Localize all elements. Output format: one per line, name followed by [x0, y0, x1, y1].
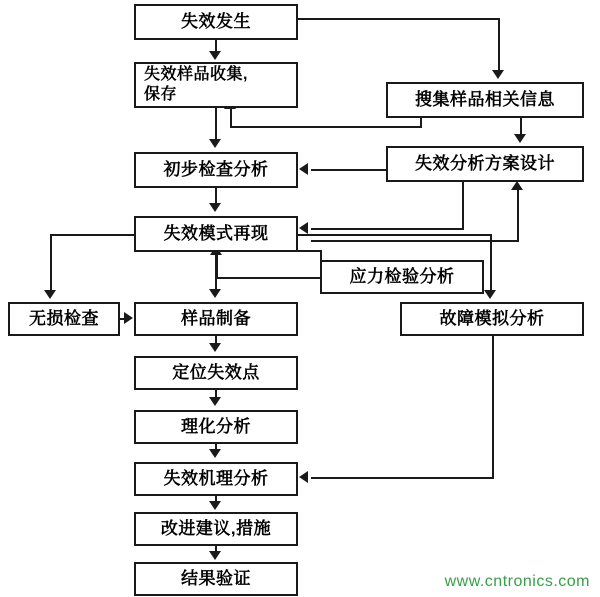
node-stress-test-analysis[interactable]: 应力检验分析: [320, 260, 484, 294]
edge-n6-n5-h: [311, 240, 519, 242]
node-fault-simulation-analysis[interactable]: 故障模拟分析: [400, 302, 584, 336]
arrow-n13-n14: [209, 501, 221, 510]
arrow-n4-n6: [209, 203, 221, 212]
edge-n10-n13-v: [492, 336, 494, 479]
arrow-n10-n13: [299, 471, 308, 483]
edge-n5-n4: [311, 169, 387, 171]
node-locate-failure-point[interactable]: 定位失效点: [134, 356, 298, 390]
node-failure-mode-reproduction[interactable]: 失效模式再现: [134, 216, 298, 252]
arrow-n6-n8: [44, 290, 56, 299]
node-sample-collection-line2: 保存: [144, 86, 178, 103]
node-failure-occurrence[interactable]: 失效发生: [134, 4, 298, 40]
watermark: www.cntronics.com: [444, 573, 590, 590]
arrow-n6-n9: [209, 289, 221, 298]
arrow-n5-n6: [299, 222, 308, 234]
edge-n3-n2-v2: [230, 108, 232, 127]
edge-n5-n6-v: [462, 182, 464, 230]
node-collect-sample-info[interactable]: 搜集样品相关信息: [386, 82, 584, 118]
edge-n6-n8-v: [50, 234, 52, 291]
edge-n1-n3-v: [498, 18, 500, 71]
edge-n6-n8-h: [50, 234, 136, 236]
arrow-n14-n15: [209, 551, 221, 560]
edge-n6-n7-v: [320, 250, 322, 260]
edge-n1-n3-h: [297, 18, 500, 20]
arrow-n8-n9: [124, 312, 133, 324]
arrow-n6-n5: [511, 181, 523, 190]
node-sample-collection-line1: 失效样品收集,: [144, 66, 248, 83]
arrow-n1-n3: [492, 70, 504, 79]
node-preliminary-inspection[interactable]: 初步检查分析: [134, 152, 298, 188]
node-sample-collection[interactable]: [134, 62, 298, 108]
edge-n10-n13-h: [311, 477, 493, 479]
arrow-n6-n10: [484, 290, 496, 299]
edge-n3-n2-h: [230, 126, 421, 128]
edge-n7-n6-h: [216, 277, 322, 279]
edge-n6-n9: [215, 252, 217, 290]
edge-n6-n7-h: [298, 250, 322, 252]
node-failure-mechanism-analysis[interactable]: 失效机理分析: [134, 462, 298, 496]
node-analysis-plan-design[interactable]: 失效分析方案设计: [386, 146, 584, 182]
edge-n6-n10-v: [490, 234, 492, 291]
edge-n6-n5-v: [517, 190, 519, 241]
arrow-n12-n13: [209, 449, 221, 458]
edge-n2-n4: [215, 108, 217, 140]
arrow-n11-n12: [209, 397, 221, 406]
edge-n3-n5: [520, 118, 522, 135]
node-result-verification[interactable]: 结果验证: [134, 562, 298, 596]
edge-n4-n6: [215, 188, 217, 203]
node-nondestructive-inspection[interactable]: 无损检查: [8, 302, 120, 336]
node-physicochemical-analysis[interactable]: 理化分析: [134, 410, 298, 444]
arrow-n2-n4: [209, 139, 221, 148]
edge-n5-n6-h: [311, 228, 463, 230]
arrow-n3-n5: [514, 134, 526, 143]
arrow-n9-n11: [209, 343, 221, 352]
edge-n6-n10-h: [298, 234, 492, 236]
arrow-n1-n2: [209, 51, 221, 60]
node-sample-preparation[interactable]: 样品制备: [134, 302, 298, 336]
arrow-n5-n4: [299, 163, 308, 175]
node-improvement-suggestions[interactable]: 改进建议,措施: [134, 512, 298, 546]
